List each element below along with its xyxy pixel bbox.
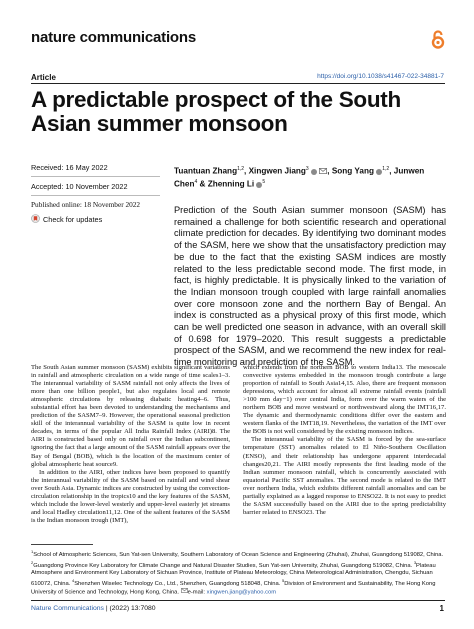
author-name[interactable]: Zhenning Li: [207, 179, 255, 189]
metadata-divider: [31, 176, 160, 177]
affiliation: Plateau Atmosphere and Environment Key Laboratory of Sichuan Province, Institute of Plateau Meteorology, China Meteorological Administration, Chengdu, Sichuan 610072, China.: [31, 562, 436, 588]
author-affiliation-marker: 4: [194, 179, 198, 186]
author-affiliation-marker: 1,2: [237, 166, 245, 172]
body-paragraph: The interannual variability of the SASM is forced by the sea-surface temperature (SST) anomalies related to El Niño-Southern Oscillation (ENSO), and their relationship has undergone apparent interdecadal changes20,21. The AIRI mostly represents the first leading mode of the Indian summer monsoon rainfall, which is concurrently associated with equatorial Pacific SST anomalies. The second mode is related to the IMT over northern India, which exhibits different rainfall anomalies and can be partially explained as a lagged response to ENSO22. It is not easy to predict the SASM successfully based on the AIRI due to the spring predictability barrier related to ENSO23. The: [243, 436, 446, 516]
author-name[interactable]: Junwen Chen: [174, 166, 425, 189]
check-for-updates-button[interactable]: [31, 214, 102, 225]
open-access-icon[interactable]: [431, 29, 445, 49]
email-link[interactable]: xingwen.jiang@yahoo.com: [206, 589, 277, 596]
body-column-left: [31, 364, 230, 525]
orcid-icon[interactable]: [311, 169, 317, 175]
body-paragraph: In addition to the AIRI, other indices have been proposed to quantify the interannual variability of the SASM based on rainfall and wind shear over South Asia. Dynamic indices are constructed by using the convection-circulation relationship in the tropics10 and the key features of the SASM, which include the lower-level westerly and upper-level easterly jet streams and local Hadley circulation11,12. One of the salient features of the SASM is the Indian monsoon trough (IMT),: [31, 468, 230, 524]
author-conjunction: &: [199, 179, 206, 189]
article-title: A predictable prospect of the South Asian summer monsoon: [31, 87, 401, 136]
affiliation: School of Atmospheric Sciences, Sun Yat-sen University, Southern Laboratory of Ocean Science and Engineering (Zhuhai), Zhuhai, Guangdong 519082, China.: [33, 551, 444, 558]
author-name[interactable]: Tuantuan Zhang: [174, 166, 238, 176]
article-type-label: Article: [31, 73, 56, 82]
check-updates-icon: [31, 214, 40, 225]
footnote-divider: [31, 544, 93, 545]
accepted-date: Accepted: 10 November 2022: [31, 182, 128, 191]
affiliation-marker: 3: [413, 560, 417, 566]
published-date: Published online: 18 November 2022: [31, 200, 141, 209]
affiliation: Division of Environment and Sustainability, The Hong Kong University of Science and Technology, Hong Kong, China.: [31, 581, 436, 596]
affiliation-marker: 1: [31, 549, 34, 554]
abstract: Prediction of the South Asian summer monsoon (SASM) has remained a challenge for both scientific research and operational climate prediction for decades. By identifying two dominant modes of the SASM, here we show that the unsatisfactory prediction may be due to the fact that the existing SASM indices are mostly related to the less predictable second mode. The first mode, in fact, is highly predictable. It is physically linked to the variation of the Indian monsoon trough coupled with large rainfall anomalies over core monsoon zone and the northern Bay of Bengal. An index is constructed as a physical proxy of this first mode, which can be well predicted one season in advance, with an overall skill of 0.698 for 1979–2020. This result suggests a predictable prospect of the SASM, and we recommend the new index for real-time monitoring and prediction of the SASM.: [174, 205, 446, 368]
author-list: Tuantuan Zhang$^{1,2}$, Xingwen Jiang$^3$ , Song Yang $^{1,2}$, Junwen Chen$^4$ & Zhenning Li $^5$: [174, 166, 425, 189]
footer-volume: | (2022) 13:7080: [105, 605, 156, 612]
footer-journal-link[interactable]: Nature Communications: [31, 605, 104, 612]
author-name[interactable]: Song Yang: [331, 166, 374, 176]
affiliation-marker: 2: [31, 560, 34, 566]
received-date: Received: 16 May 2022: [31, 163, 108, 172]
header-divider: [31, 83, 445, 84]
envelope-icon[interactable]: [319, 166, 327, 177]
affiliations: [31, 548, 446, 597]
envelope-icon: [181, 588, 188, 596]
affiliation: Guangdong Province Key Laboratory for Climate Change and Natural Disaster Studies, Sun Yat-sen University, Zhuhai, Guangdong 519082, China.: [33, 562, 413, 569]
affiliation-marker: 4: [71, 578, 75, 584]
page-number: 1: [439, 604, 444, 613]
body-paragraph: which extends from the northern BOB to western India13. The mesoscale convective systems embedded in the monsoon trough contribute a large proportion of rainfall to South Asia14,15. Also, there are frequent monsoon depressions, which account for almost all extreme rainfall events (rainfall >100 mm day−1) over central India, form over the warm waters of the northern BOB and move westward or northwestward along the IMT16,17. The dynamic and thermodynamic conditions differ over the eastern and western flanks of the IMT18,19. Nevertheless, the variation of the IMT over the BOB is not well considered by the existing monsoon indices.: [243, 364, 446, 436]
affiliation: Shenzhen Wiselec Technology Co., Ltd., Shenzhen, Guangdong 518048, China.: [74, 581, 281, 588]
author-affiliation-marker: 1,2: [382, 166, 390, 172]
email-label: e-mail:: [187, 589, 206, 596]
metadata-divider: [31, 195, 160, 196]
check-updates-label: Check for updates: [43, 215, 103, 224]
author-affiliation-marker: 3: [305, 166, 309, 172]
footer-citation: [31, 605, 156, 612]
doi-link[interactable]: https://doi.org/10.1038/s41467-022-34881-7: [317, 73, 444, 80]
body-column-right: [243, 364, 446, 517]
body-paragraph: The South Asian summer monsoon (SASM) exhibits significant variations in rainfall and atmospheric circulation on a wide range of time scales1–3. The interannual variability of SASM rainfall not only affects the lives of more than one billion people1, but also regulates local and remote atmospheric circulations by releasing diabatic heating4–6. Thus, substantial effort has been devoted to understanding the mechanisms and prediction of the SASM7–9. However, the operational seasonal prediction skill of the interannual variability of the SASM is quite low in recent decades, in terms of the popular All India Rainfall Index (AIRI)8. The AIRI is constructed based only on rainfall over the Indian subcontinent, ignoring the fact that a large amount of the SASM rainfall appears over the Bay of Bengal (BOB), which is the location of the maximum center of global atmospheric heat source9.: [31, 364, 230, 468]
author-affiliation-marker: 5: [262, 179, 266, 186]
affiliation-marker: 5: [281, 578, 285, 584]
journal-name: nature communications: [31, 29, 196, 46]
footer-divider: [31, 600, 445, 601]
author-name[interactable]: Xingwen Jiang: [248, 166, 306, 176]
